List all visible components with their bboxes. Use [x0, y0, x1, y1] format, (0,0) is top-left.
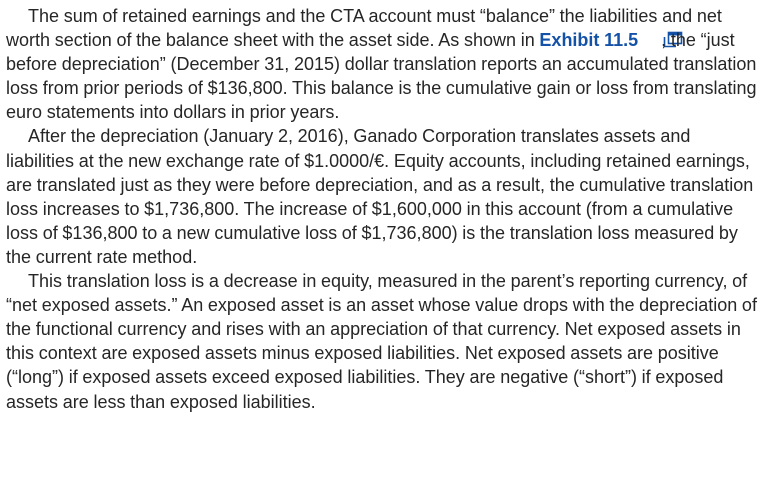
paragraph-3: This translation loss is a decrease in equity, measured in the parent’s reporting currency, of “net exposed assets.” An exposed asset is an asset whose value drops with the depreciation of the functional currency and rises with an appreciation of that currency. Net exposed assets in this context are exposed assets minus exposed liabilities. Net exposed assets are positive (“long”) if exposed assets exceed exposed liabilities. They are negative (“short”) if exposed assets are less than exposed liabilities.: [6, 271, 757, 412]
paragraph-1: [6, 4, 762, 124]
document-body: [6, 4, 762, 414]
paragraph-2: After the depreciation (January 2, 2016), Ganado Corporation translates assets and liabilities at the new exchange rate of $1.0000/€. Equity accounts, including retained earnings, are translated just as they were before depreciation, and as a result, the cumulative translation loss increases to $1,736,800. The increase of $1,600,000 in this account (from a cumulative loss of $136,800 to a new cumulative loss of $1,736,800) is the translation loss measured by the current rate method.: [6, 126, 754, 267]
exhibit-11-5-link[interactable]: Exhibit 11.5: [539, 30, 639, 51]
paragraph-1-text-start: The sum of retained earnings and the CTA account must “balance” the liabilities and net worth section of the balance sheet with the asset side. As shown in: [6, 6, 722, 51]
paragraph-1-text-end: , the “just before depreciation” (December 31, 2015) dollar translation reports an accumulated translation loss from prior periods of $136,800. This balance is the cumulative gain or loss from translating euro statements into dollars in prior years.: [6, 30, 757, 123]
popup-window-icon[interactable]: [641, 30, 661, 47]
